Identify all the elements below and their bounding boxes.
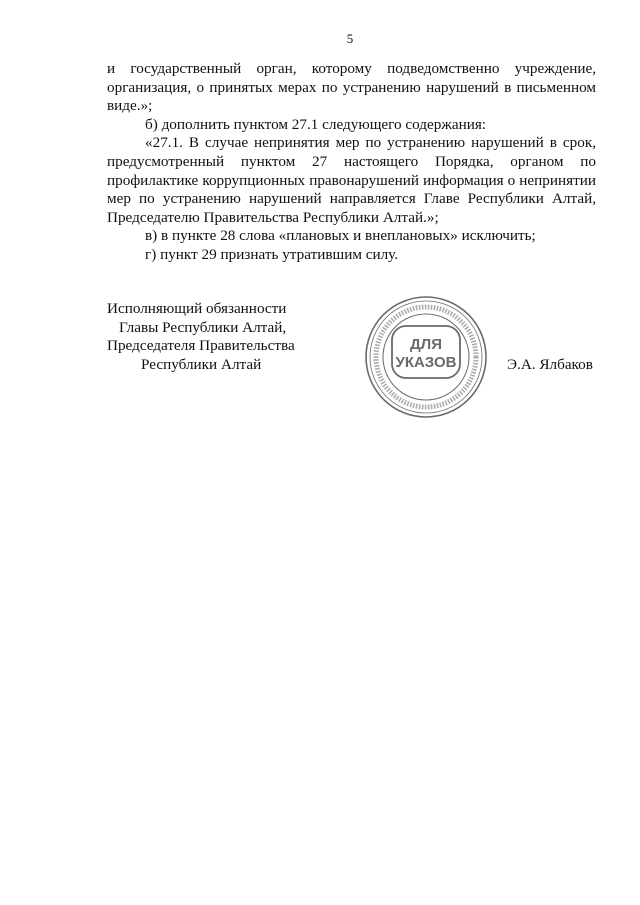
paragraph-continuation: и государственный орган, которому подведомственно учреждение, организация, о принятых мерах по устранению нарушений в письменном виде.»; <box>107 60 596 115</box>
signature-title-line: Председателя Правительства <box>107 337 295 355</box>
paragraph-item-g: г) пункт 29 признать утратившим силу. <box>145 245 399 263</box>
signature-title-line: Главы Республики Алтай, <box>119 318 287 336</box>
signature-title-block <box>107 300 347 374</box>
signer-name: Э.А. Ялбаков <box>507 356 593 373</box>
stamp-text-line1: ДЛЯ <box>410 336 442 353</box>
document-body <box>107 60 596 265</box>
stamp-text-line2: УКАЗОВ <box>395 354 457 371</box>
stamp-seal-graphic <box>363 294 489 420</box>
official-stamp <box>363 294 489 420</box>
page-number: 5 <box>346 31 354 46</box>
paragraph-point-27-1: «27.1. В случае непринятия мер по устранению нарушений в срок, предусмотренный пунктом 27 настоящего Порядка, органом по профилактике коррупционных правонарушений информация о непринятии мер по устранению нарушений направляется Главе Республики Алтай, Председателю Правительства Республики Алтай.»; <box>107 134 596 226</box>
paragraph-item-b: б) дополнить пунктом 27.1 следующего содержания: <box>145 115 487 133</box>
signature-title-line: Исполняющий обязанности <box>107 300 287 317</box>
paragraph-item-v: в) в пункте 28 слова «плановых и внеплановых» исключить; <box>145 227 536 245</box>
signature-title-line: Республики Алтай <box>141 355 262 373</box>
